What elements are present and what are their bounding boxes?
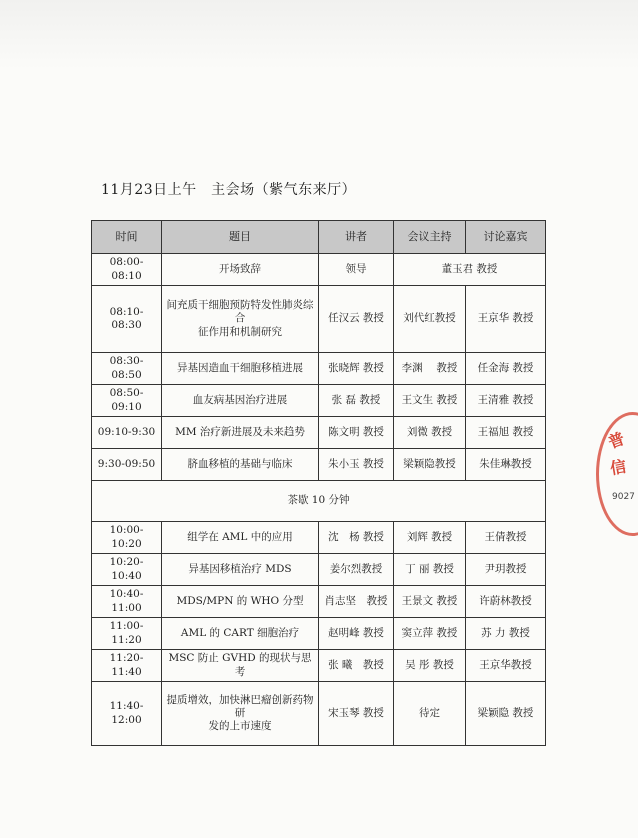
host-cell: 丁 丽 教授: [394, 554, 466, 586]
panel-cell: 任金海 教授: [466, 353, 546, 385]
speaker-cell: 朱小玉 教授: [319, 449, 394, 481]
table-row: [92, 417, 546, 449]
table-row: [92, 385, 546, 417]
table-row: [92, 554, 546, 586]
speaker-cell: 陈文明 教授: [319, 417, 394, 449]
host-cell: 刘辉 教授: [394, 522, 466, 554]
table-row: [92, 682, 546, 746]
table-row: [92, 353, 546, 385]
table-header-row: [92, 221, 546, 254]
stamp-char: 普: [605, 428, 628, 453]
speaker-cell: 肖志坚 教授: [319, 586, 394, 618]
speaker-cell: 宋玉琴 教授: [319, 682, 394, 746]
topic-line-1: 间充质干细胞预防特发性肺炎综合: [166, 299, 314, 325]
panel-cell: 朱佳琳教授: [466, 449, 546, 481]
topic-cell: [162, 682, 319, 746]
stamp-number: 9027: [612, 492, 635, 502]
session-title: 11月23日上午 主会场（紫气东来厅）: [101, 182, 357, 198]
table-row: [92, 618, 546, 650]
panel-cell: 尹玥教授: [466, 554, 546, 586]
speaker-cell: 任汉云 教授: [319, 286, 394, 353]
stamp-char: 信: [608, 456, 628, 479]
time-cell: 08:00-08:10: [92, 254, 162, 286]
time-cell: 09:10-9:30: [92, 417, 162, 449]
time-cell: 08:30-08:50: [92, 353, 162, 385]
speaker-cell: 张晓辉 教授: [319, 353, 394, 385]
panel-cell: 王倩教授: [466, 522, 546, 554]
tea-break-cell: 茶歇 10 分钟: [92, 481, 546, 522]
panel-cell: 王京华教授: [466, 650, 546, 682]
speaker-cell: 张 曦 教授: [319, 650, 394, 682]
speaker-cell: 姜尔烈教授: [319, 554, 394, 586]
table-row: [92, 586, 546, 618]
table-row: [92, 650, 546, 682]
topic-cell: 开场致辞: [162, 254, 319, 286]
speaker-cell: 领导: [319, 254, 394, 286]
panel-cell: 王福旭 教授: [466, 417, 546, 449]
panel-cell: 苏 力 教授: [466, 618, 546, 650]
host-cell: 待定: [394, 682, 466, 746]
host-cell: 李渊 教授: [394, 353, 466, 385]
time-cell: 11:20-11:40: [92, 650, 162, 682]
host-cell: 刘代红教授: [394, 286, 466, 353]
time-cell: 9:30-09:50: [92, 449, 162, 481]
topic-cell: 异基因造血干细胞移植进展: [162, 353, 319, 385]
time-cell: 11:40-12:00: [92, 682, 162, 746]
panel-cell: 许蔚林教授: [466, 586, 546, 618]
schedule-table: [91, 220, 546, 746]
table-row: [92, 522, 546, 554]
host-panel-cell: 董玉君 教授: [394, 254, 546, 286]
host-cell: 梁颖隐教授: [394, 449, 466, 481]
host-cell: 窦立萍 教授: [394, 618, 466, 650]
host-cell: 王文生 教授: [394, 385, 466, 417]
page-top-shading: [0, 0, 638, 70]
panel-cell: 王清雅 教授: [466, 385, 546, 417]
speaker-cell: 沈 杨 教授: [319, 522, 394, 554]
time-cell: 11:00-11:20: [92, 618, 162, 650]
speaker-cell: 赵明峰 教授: [319, 618, 394, 650]
header-topic: 题目: [162, 221, 319, 254]
topic-line-2: 征作用和机制研究: [198, 325, 282, 338]
host-cell: 吴 彤 教授: [394, 650, 466, 682]
time-cell: 08:50-09:10: [92, 385, 162, 417]
topic-cell: AML 的 CART 细胞治疗: [162, 618, 319, 650]
host-cell: 王景文 教授: [394, 586, 466, 618]
table-row: [92, 449, 546, 481]
topic-cell: [162, 286, 319, 353]
table-row: [92, 254, 546, 286]
host-cell: 刘微 教授: [394, 417, 466, 449]
header-panel: 讨论嘉宾: [466, 221, 546, 254]
topic-cell: 脐血移植的基础与临床: [162, 449, 319, 481]
time-cell: 10:20-10:40: [92, 554, 162, 586]
time-cell: 10:00-10:20: [92, 522, 162, 554]
topic-cell: 异基因移植治疗 MDS: [162, 554, 319, 586]
table-row: [92, 286, 546, 353]
topic-line-2: 发的上市速度: [208, 720, 272, 733]
header-host: 会议主持: [394, 221, 466, 254]
topic-cell: 血友病基因治疗进展: [162, 385, 319, 417]
topic-line-1: 提质增效，加快淋巴瘤创新药物研: [166, 693, 314, 719]
topic-cell: MDS/MPN 的 WHO 分型: [162, 586, 319, 618]
panel-cell: 王京华 教授: [466, 286, 546, 353]
header-time: 时间: [92, 221, 162, 254]
header-speaker: 讲者: [319, 221, 394, 254]
tea-break-row: [92, 481, 546, 522]
time-cell: 08:10-08:30: [92, 286, 162, 353]
panel-cell: 梁颖隐 教授: [466, 682, 546, 746]
topic-cell: MM 治疗新进展及未来趋势: [162, 417, 319, 449]
topic-cell: 组学在 AML 中的应用: [162, 522, 319, 554]
time-cell: 10:40-11:00: [92, 586, 162, 618]
speaker-cell: 张 磊 教授: [319, 385, 394, 417]
topic-cell: MSC 防止 GVHD 的现状与思考: [162, 650, 319, 682]
